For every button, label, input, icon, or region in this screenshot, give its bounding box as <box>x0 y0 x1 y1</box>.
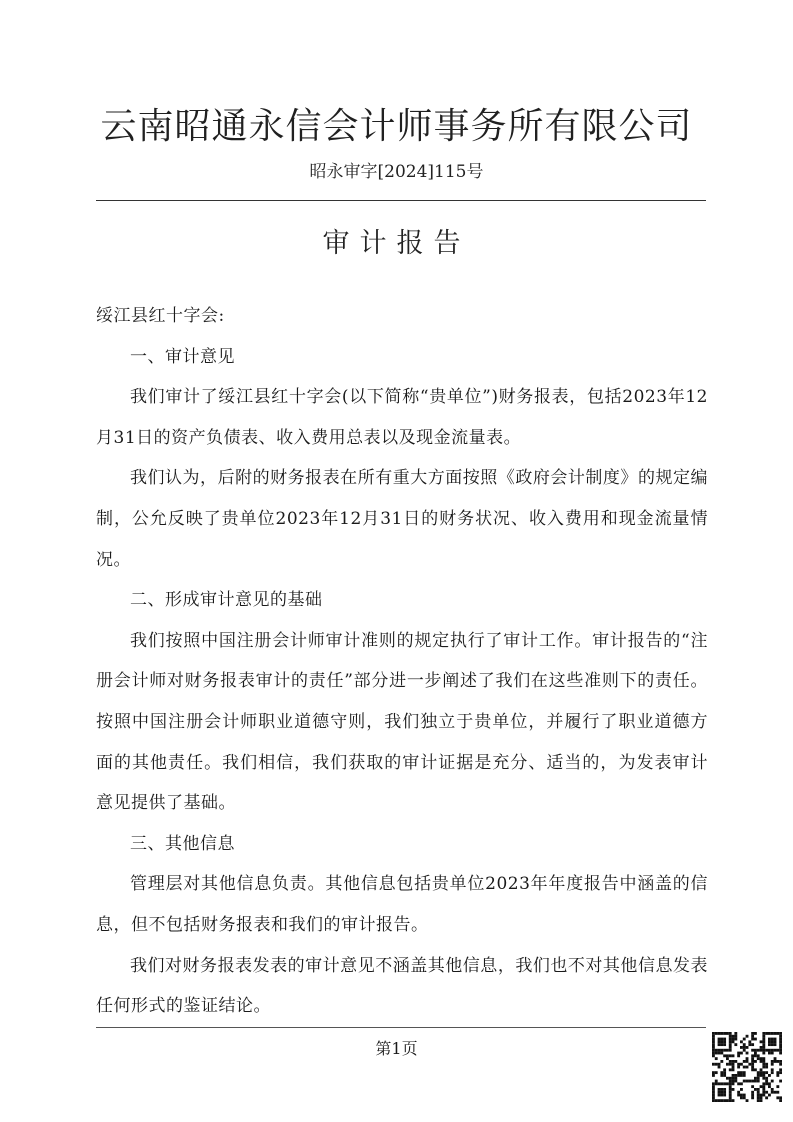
paragraph: 我们审计了绥江县红十字会(以下简称“贵单位”)财务报表，包括2023年12月31日的资产负债表、收入费用总表以及现金流量表。 <box>96 387 708 448</box>
addressee: 绥江县红十字会: <box>96 306 225 326</box>
paragraph: 我们认为，后附的财务报表在所有重大方面按照《政府会计制度》的规定编制，公允反映了贵单位2023年12月31日的财务状况、收入费用和现金流量情况。 <box>96 468 708 570</box>
report-body <box>96 296 708 1027</box>
paragraph: 我们对财务报表发表的审计意见不涵盖其他信息，我们也不对其他信息发表任何形式的鉴证结论。 <box>96 955 708 1017</box>
qr-code-icon <box>712 1032 782 1102</box>
section-heading-other-information: 三、其他信息 <box>130 833 235 854</box>
section-heading-basis-for-opinion: 二、形成审计意见的基础 <box>130 590 323 611</box>
firm-name: 云南昭通永信会计师事务所有限公司 <box>100 106 693 147</box>
paragraph: 我们按照中国注册会计师审计准则的规定执行了审计工作。审计报告的“注册会计师对财务报表审计的责任”部分进一步阐述了我们在这些准则下的责任。按照中国注册会计师职业道德守则，我们独立于贵单位，并履行了职业道德方面的其他责任。我们相信，我们获取的审计证据是充分、适当的，为发表审计意见提供了基础。 <box>96 630 708 814</box>
page-number: 第1页 <box>375 1039 418 1058</box>
footer-divider <box>96 1027 706 1028</box>
paragraph: 管理层对其他信息负责。其他信息包括贵单位2023年年度报告中涵盖的信息，但不包括财务报表和我们的审计报告。 <box>96 874 708 935</box>
report-title: 审计报告 <box>322 228 471 259</box>
section-heading-audit-opinion: 一、审计意见 <box>130 346 235 367</box>
document-number: 昭永审字[2024]115号 <box>309 162 484 182</box>
header-divider <box>96 200 706 201</box>
